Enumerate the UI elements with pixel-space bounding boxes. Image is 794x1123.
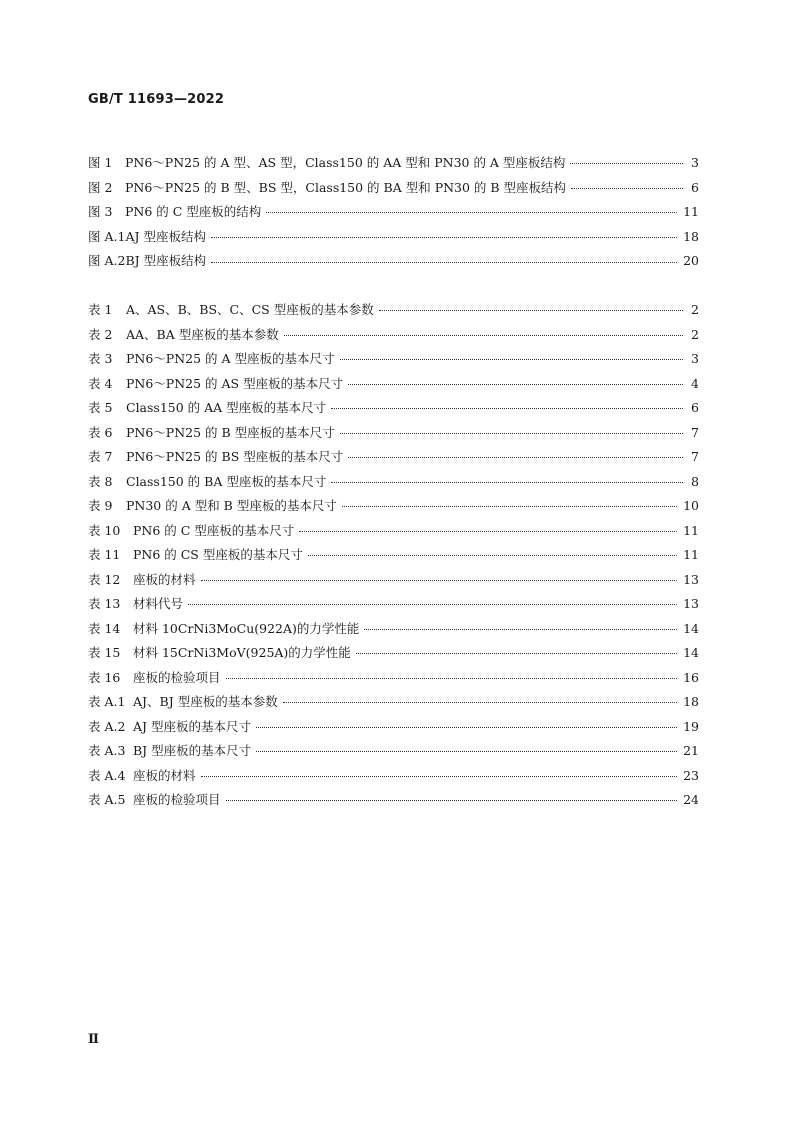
toc-entry-table-a1[interactable] — [88, 690, 699, 715]
toc-entry-table-11[interactable] — [88, 543, 699, 568]
toc-entry-table-a3[interactable] — [88, 739, 699, 764]
dot-leader — [199, 764, 680, 788]
dot-leader — [354, 641, 679, 665]
dot-leader — [340, 494, 679, 518]
toc-entry-title: 座板的检验项目 — [133, 669, 221, 685]
toc-entry-table-4[interactable] — [88, 372, 699, 397]
toc-entry-number: 表 10 — [88, 522, 121, 538]
toc-entry-number: 图 2 — [88, 179, 113, 195]
toc-entry-title: PN30 的 A 型和 B 型座板的基本尺寸 — [126, 498, 337, 513]
toc-entry-table-8[interactable] — [88, 470, 699, 495]
toc-entry-page: 13 — [683, 571, 699, 587]
toc-entry-page: 7 — [691, 449, 699, 464]
toc-entry-number: 表 8 — [88, 473, 113, 489]
dot-leader — [377, 298, 685, 322]
toc-entry-number: 图 1 — [88, 155, 113, 170]
toc-entry-title: PN6～PN25 的 A 型、AS 型，Class150 的 AA 型和 PN30 的 A 型座板结构 — [125, 155, 566, 170]
toc-entry-number: 表 13 — [88, 596, 121, 611]
dot-leader — [186, 592, 679, 616]
document-code: GB/T 11693—2022 — [88, 92, 225, 107]
toc-entry-number: 表 A.1 — [88, 694, 126, 709]
toc-entry-figure-3[interactable] — [88, 200, 699, 225]
toc-entry-page: 14 — [683, 645, 699, 660]
toc-entry-number: 表 11 — [88, 547, 121, 562]
toc-entry-page: 3 — [691, 351, 699, 366]
dot-leader — [362, 617, 679, 641]
figure-list — [88, 151, 699, 274]
dot-leader — [254, 739, 679, 763]
toc-entry-number: 表 A.4 — [88, 767, 126, 783]
dot-leader — [254, 715, 679, 739]
toc-entry-number: 表 4 — [88, 375, 113, 391]
toc-entry-number: 表 3 — [88, 351, 113, 366]
toc-entry-title: BJ 型座板结构 — [125, 253, 207, 269]
toc-entry-title: AJ、BJ 型座板的基本参数 — [133, 694, 278, 709]
toc-entry-page: 20 — [683, 253, 699, 269]
toc-entry-table-7[interactable] — [88, 445, 699, 470]
toc-entry-table-12[interactable] — [88, 568, 699, 593]
dot-leader — [346, 372, 685, 396]
toc-entry-table-16[interactable] — [88, 666, 699, 691]
table-list — [88, 298, 699, 813]
toc-entry-number: 表 7 — [88, 449, 113, 464]
toc-entry-number: 表 2 — [88, 326, 113, 342]
toc-entry-title: 座板的材料 — [133, 571, 196, 587]
toc-entry-number: 图 A.2 — [88, 253, 126, 269]
toc-entry-figure-2[interactable] — [88, 176, 699, 201]
toc-entry-title: PN6～PN25 的 AS 型座板的基本尺寸 — [126, 375, 344, 391]
toc-entry-title: 材料代号 — [133, 596, 184, 611]
toc-entry-number: 表 5 — [88, 400, 113, 415]
toc-entry-page: 11 — [683, 547, 699, 562]
toc-entry-page: 3 — [691, 155, 699, 170]
dot-leader — [224, 666, 680, 690]
toc-entry-table-a4[interactable] — [88, 764, 699, 789]
toc-entry-number: 表 9 — [88, 498, 113, 513]
toc-entry-table-1[interactable] — [88, 298, 699, 323]
toc-entry-title: PN6 的 C 型座板的基本尺寸 — [133, 522, 295, 538]
toc-entry-table-5[interactable] — [88, 396, 699, 421]
toc-entry-table-14[interactable] — [88, 617, 699, 642]
toc-entry-table-a5[interactable] — [88, 788, 699, 813]
toc-entry-page: 18 — [683, 694, 699, 709]
toc-entry-table-10[interactable] — [88, 519, 699, 544]
toc-entry-page: 19 — [683, 718, 699, 734]
toc-entry-title: Class150 的 BA 型座板的基本尺寸 — [126, 473, 327, 489]
toc-entry-page: 21 — [683, 743, 699, 758]
toc-entry-title: 材料 10CrNi3MoCu(922A)的力学性能 — [133, 620, 360, 636]
dot-leader — [346, 445, 685, 469]
dot-leader — [569, 176, 685, 200]
toc-entry-table-2[interactable] — [88, 323, 699, 348]
dot-leader — [282, 323, 685, 347]
toc-entry-title: PN6～PN25 的 B 型、BS 型，Class150 的 BA 型和 PN30 的 B 型座板结构 — [125, 179, 567, 195]
page-number: Ⅱ — [88, 1032, 99, 1047]
toc-entry-page: 10 — [683, 498, 699, 513]
toc-entry-number: 表 A.3 — [88, 743, 126, 758]
toc-entry-page: 6 — [691, 400, 699, 415]
dot-leader — [568, 151, 685, 175]
toc-entry-title: PN6 的 C 型座板的结构 — [125, 204, 262, 220]
toc-entry-page: 24 — [683, 792, 699, 807]
toc-entry-table-3[interactable] — [88, 347, 699, 372]
toc-entry-title: PN6～PN25 的 A 型座板的基本尺寸 — [126, 351, 335, 366]
toc-entry-title: PN6～PN25 的 B 型座板的基本尺寸 — [126, 424, 335, 440]
toc-entry-page: 6 — [691, 179, 699, 195]
toc-entry-number: 表 16 — [88, 669, 121, 685]
dot-leader — [329, 396, 685, 420]
toc-entry-page: 18 — [683, 228, 699, 244]
toc-entry-number: 表 1 — [88, 302, 113, 317]
toc-entry-table-a2[interactable] — [88, 715, 699, 740]
toc-entry-figure-a1[interactable] — [88, 225, 699, 250]
toc-entry-page: 14 — [683, 620, 699, 636]
toc-entry-number: 表 12 — [88, 571, 121, 587]
toc-entry-figure-a2[interactable] — [88, 249, 699, 274]
dot-leader — [338, 421, 685, 445]
toc-entry-title: Class150 的 AA 型座板的基本尺寸 — [126, 400, 327, 415]
toc-entry-table-6[interactable] — [88, 421, 699, 446]
toc-entry-table-13[interactable] — [88, 592, 699, 617]
toc-entry-table-9[interactable] — [88, 494, 699, 519]
dot-leader — [224, 788, 680, 812]
dot-leader — [199, 568, 680, 592]
toc-entry-title: AJ 型座板的基本尺寸 — [133, 718, 252, 734]
dot-leader — [209, 250, 679, 274]
toc-entry-page: 11 — [683, 522, 699, 538]
toc-entry-figure-1[interactable] — [88, 151, 699, 176]
toc-entry-page: 11 — [683, 204, 699, 220]
toc-entry-number: 表 A.2 — [88, 718, 126, 734]
toc-entry-title: PN6 的 CS 型座板的基本尺寸 — [133, 547, 303, 562]
toc-entry-title: PN6～PN25 的 BS 型座板的基本尺寸 — [126, 449, 344, 464]
dot-leader — [306, 543, 679, 567]
dot-leader — [281, 690, 679, 714]
dot-leader — [297, 519, 679, 543]
toc-entry-number: 表 A.5 — [88, 792, 126, 807]
dot-leader — [209, 225, 679, 249]
toc-entry-page: 23 — [683, 767, 699, 783]
toc-entry-page: 2 — [691, 302, 699, 317]
toc-entry-page: 4 — [691, 375, 699, 391]
toc-entry-number: 表 6 — [88, 424, 113, 440]
toc-entry-number: 表 15 — [88, 645, 121, 660]
toc-entry-number: 表 14 — [88, 620, 121, 636]
toc-entry-title: 座板的材料 — [133, 767, 196, 783]
dot-leader — [338, 347, 685, 371]
dot-leader — [329, 470, 685, 494]
toc-entry-number: 图 3 — [88, 204, 113, 220]
toc-entry-page: 16 — [683, 669, 699, 685]
toc-entry-page: 8 — [691, 473, 699, 489]
toc-entry-title: AA、BA 型座板的基本参数 — [126, 326, 279, 342]
toc-entry-page: 2 — [691, 326, 699, 342]
toc-entry-table-15[interactable] — [88, 641, 699, 666]
toc-entry-number: 图 A.1 — [88, 228, 126, 244]
toc-entry-page: 13 — [683, 596, 699, 611]
toc-entry-title: 座板的检验项目 — [133, 792, 221, 807]
toc-entry-title: A、AS、B、BS、C、CS 型座板的基本参数 — [126, 302, 374, 317]
toc-entry-title: 材料 15CrNi3MoV(925A)的力学性能 — [133, 645, 351, 660]
toc-entry-page: 7 — [691, 424, 699, 440]
toc-entry-title: BJ 型座板的基本尺寸 — [133, 743, 252, 758]
dot-leader — [264, 200, 679, 224]
toc-entry-title: AJ 型座板结构 — [125, 228, 206, 244]
